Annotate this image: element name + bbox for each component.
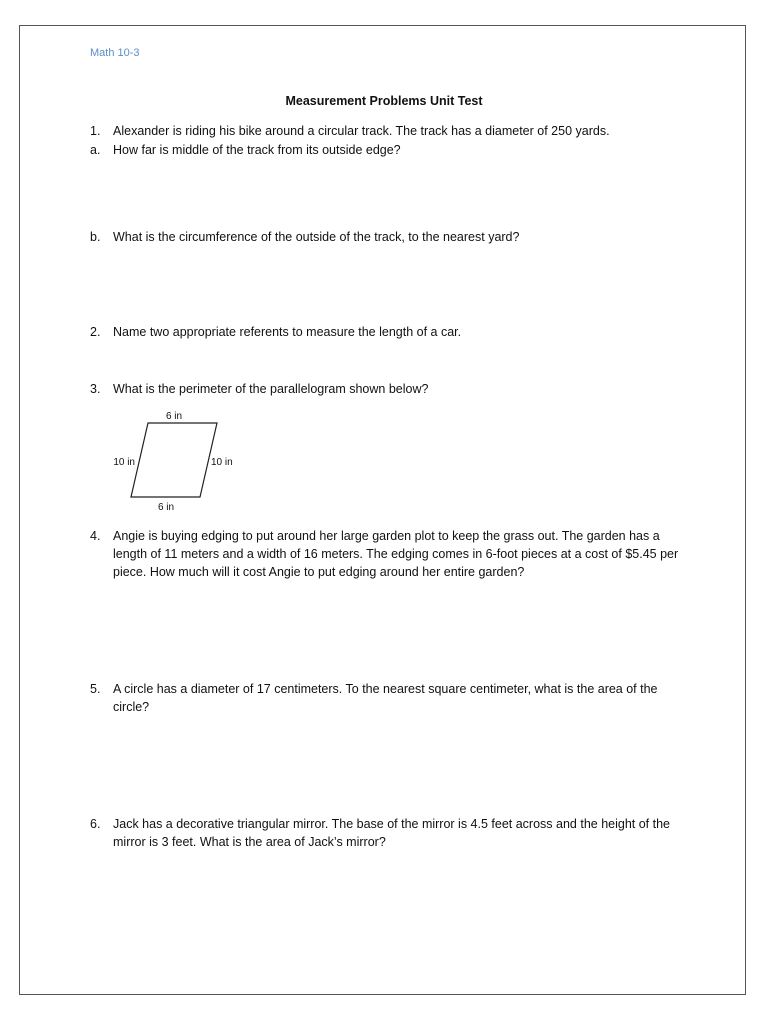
bottom-side-label: 6 in [157,502,175,513]
question-text: What is the perimeter of the parallelogram shown below? [113,382,429,396]
question-text: What is the circumference of the outside of the track, to the nearest yard? [113,230,520,244]
question-number: 4. [90,529,101,543]
left-side-label: 10 in [113,457,135,468]
parallelogram-shape [131,423,217,497]
question-number: b. [90,230,101,244]
question-number: 5. [90,682,101,696]
question-text: A circle has a diameter of 17 centimeters. To the nearest square centimeter, what is the area of the circle? [113,682,658,714]
question-text: Alexander is riding his bike around a circular track. The track has a diameter of 250 yards. [113,124,610,138]
page-title: Measurement Problems Unit Test [285,94,483,108]
top-side-label: 6 in [165,411,183,422]
question-text: Name two appropriate referents to measure the length of a car. [113,325,462,339]
question-number: a. [90,143,101,157]
question-number: 1. [90,124,101,138]
question-number: 6. [90,817,101,831]
course-header: Math 10-3 [90,47,140,59]
question-text: Jack has a decorative triangular mirror. The base of the mirror is 4.5 feet across and the height of the mirror is 3 feet. What is the area of Jack’s mirror? [113,817,671,849]
question-text: How far is middle of the track from its outside edge? [113,143,401,157]
question-number: 3. [90,382,101,396]
right-side-label: 10 in [211,457,233,468]
question-text: Angie is buying edging to put around her large garden plot to keep the grass out. The garden has a length of 11 meters and a width of 16 meters. The edging comes in 6-foot pieces at a cost of $5.45 per piece. How much will it cost Angie to put edging around her entire garden? [113,529,679,579]
question-number: 2. [90,325,101,339]
